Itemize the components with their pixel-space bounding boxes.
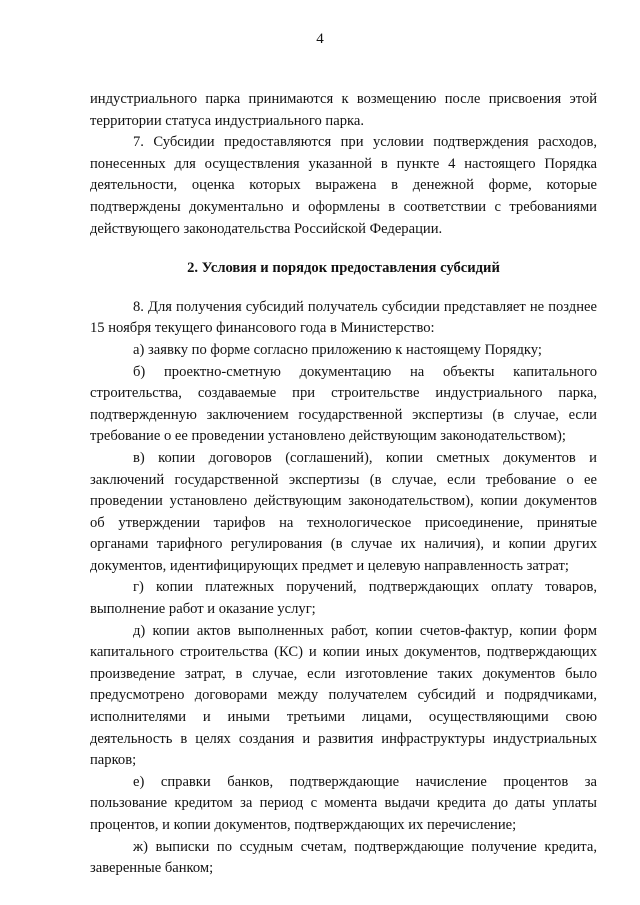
list-item-zh: ж) выписки по ссудным счетам, подтверждающие получение кредита, заверенные банком; [90,838,597,877]
page-number: 4 [316,31,324,47]
section-heading: 2. Условия и порядок предоставления субсидий [187,260,500,277]
paragraph-continuation: индустриального парка принимаются к возмещению после присвоения этой территории статуса индустриального парка. [90,91,597,129]
document-body [90,89,597,880]
list-item-e: е) справки банков, подтверждающие начисление процентов за пользование кредитом за период с момента выдачи кредита до даты уплаты процентов, и копии документов, подтверждающих их перечисление; [90,773,597,833]
list-item-v: в) копии договоров (соглашений), копии сметных документов и заключений государственной экспертизы (в случае, если требование о ее проведении установлено действующим законодательством), копии документов об утверждении тарифов на технологическое присоединение, принятые органами тарифного регулирования (в случае их наличия), и копии других документов, идентифицирующих предмет и целевую направленность затрат; [90,449,597,574]
list-item-g: г) копии платежных поручений, подтверждающих оплату товаров, выполнение работ и оказание услуг; [90,579,597,618]
paragraph-clause-7: 7. Субсидии предоставляются при условии подтверждения расходов, понесенных для осуществления указанной в пункте 4 настоящего Порядка деятельности, оценка которых выражена в денежной форме, которые подтверждены документально и оформлены в соответствии с требованиями действующего законодательства Российской Федерации. [90,134,597,237]
list-item-d: д) копии актов выполненных работ, копии счетов-фактур, копии форм капитального строительства (КС) и копии иных документов, подтверждающих произведение затрат, в случае, если изготовление таких документов было предусмотрено договорами между получателем субсидий и подрядчиками, исполнителями и иными третьими лицами, осуществляющими свою деятельность в целях создания и развития инфраструктуры индустриальных парков; [90,622,597,769]
list-item-b: б) проектно-сметную документацию на объекты капитального строительства, создаваемые при строительстве индустриального парка, подтвержденную заключением государственной экспертизы (в случае, если требование о ее проведении установлено действующим законодательством); [90,363,597,445]
paragraph-clause-8: 8. Для получения субсидий получатель субсидии представляет не позднее 15 ноября текущего финансового года в Министерство: [90,298,597,337]
list-item-a: а) заявку по форме согласно приложению к настоящему Порядку; [133,341,542,358]
